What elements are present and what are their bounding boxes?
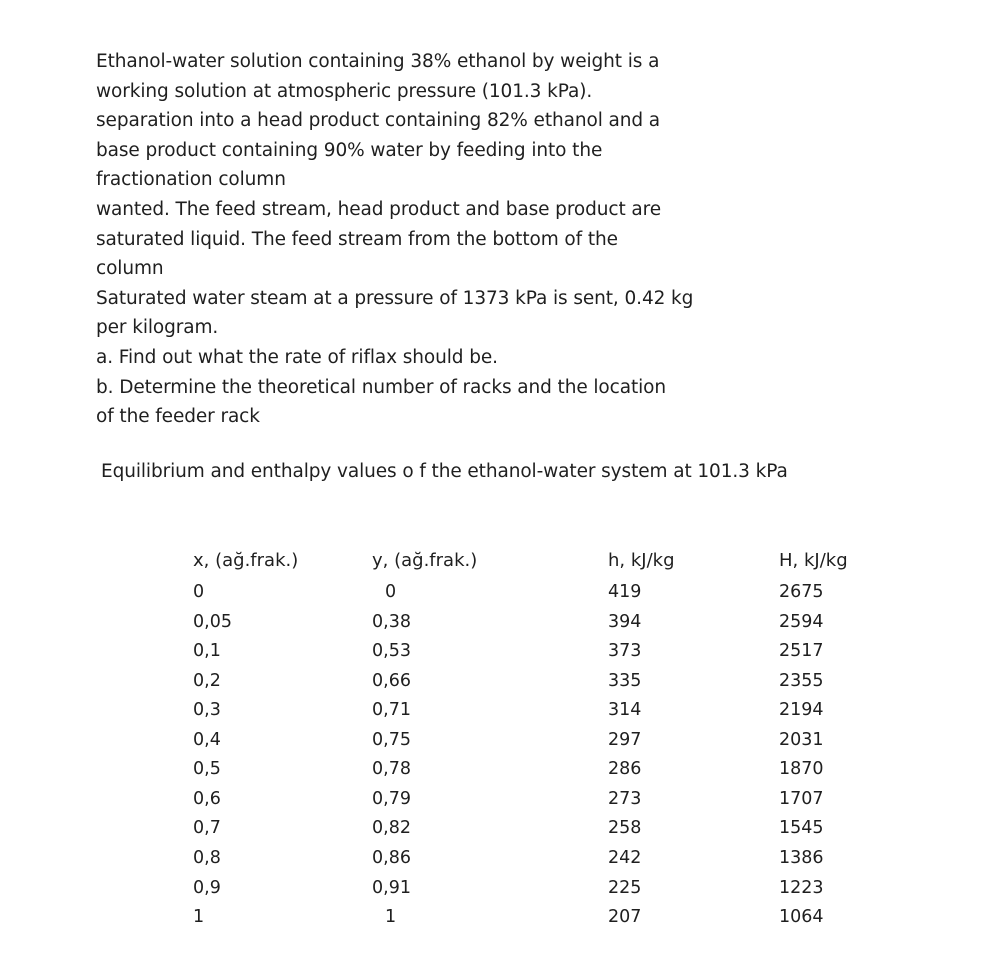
table-cell-H-enthalpy: 1545 [779,818,824,839]
table-cell-y-frac: 0,71 [372,700,411,721]
problem-line: separation into a head product containing 82% ethanol and a [96,110,661,132]
table-cell-x-frac: 0,8 [193,847,221,868]
table-cell-x-frac: 0,7 [193,818,221,839]
table-cell-H-enthalpy: 1707 [779,788,824,809]
problem-line: a. Find out what the rate of riflax should be. [96,346,498,368]
problem-line: Ethanol-water solution containing 38% ethanol by weight is a [96,51,660,72]
problem-line: base product containing 90% water by feeding into the [96,139,603,161]
table-cell-x-frac: 0,2 [193,670,221,691]
table-cell-h-enthalpy: 242 [608,847,642,868]
table-cell-y-frac: 1 [385,907,397,928]
table-cell-H-enthalpy: 2517 [779,641,824,662]
table-cell-x-frac: 0,6 [193,788,221,809]
table-cell-h-enthalpy: 258 [608,818,642,839]
table-cell-x-frac: 0,3 [193,700,221,721]
table-cell-x-frac: 0,05 [193,611,232,632]
problem-line: Saturated water steam at a pressure of 1373 kPa is sent, 0.42 kg [96,287,694,309]
table-cell-x-frac: 0,4 [193,729,221,750]
table-cell-h-enthalpy: 314 [608,700,642,721]
problem-line: fractionation column [96,169,286,191]
table-cell-x-frac: 0,9 [193,877,221,898]
table-cell-h-enthalpy: 286 [608,759,642,780]
table-cell-h-enthalpy: 373 [608,641,642,662]
table-cell-h-enthalpy: 335 [608,670,642,691]
table-cell-x-frac: 0 [193,582,205,602]
table-cell-y-frac: 0,38 [372,611,411,632]
table-cell-y-frac: 0,86 [372,847,411,868]
column-header-y-frac: y, (ağ.frak.) [372,550,478,571]
table-cell-y-frac: 0,75 [372,729,411,750]
table-cell-x-frac: 0,5 [193,759,221,780]
table-cell-H-enthalpy: 1223 [779,877,824,898]
problem-line: column [96,258,164,280]
table-cell-H-enthalpy: 1870 [779,759,824,780]
column-header-x-frac: x, (ağ.frak.) [193,550,299,571]
problem-line: per kilogram. [96,317,219,339]
table-cell-h-enthalpy: 273 [608,788,642,809]
table-cell-H-enthalpy: 2355 [779,670,824,691]
column-header-H-enthalpy: H, kJ/kg [779,550,848,571]
table-cell-y-frac: 0,82 [372,818,411,839]
table-cell-h-enthalpy: 297 [608,729,642,750]
table-cell-y-frac: 0,66 [372,670,411,691]
problem-line: of the feeder rack [96,406,260,428]
table-cell-y-frac: 0,78 [372,759,411,780]
table-cell-h-enthalpy: 394 [608,611,642,632]
table-cell-h-enthalpy: 207 [608,907,642,928]
problem-line: wanted. The feed stream, head product and base product are [96,198,662,220]
table-cell-H-enthalpy: 1386 [779,847,824,868]
table-cell-y-frac: 0 [385,582,397,602]
problem-line: b. Determine the theoretical number of racks and the location [96,376,666,398]
table-cell-x-frac: 1 [193,907,205,928]
table-cell-y-frac: 0,53 [372,641,411,662]
table-cell-H-enthalpy: 2194 [779,700,824,721]
problem-line: saturated liquid. The feed stream from the bottom of the [96,228,618,250]
table-cell-H-enthalpy: 2675 [779,582,824,602]
table-cell-y-frac: 0,91 [372,877,411,898]
table-cell-x-frac: 0,1 [193,641,221,662]
table-cell-H-enthalpy: 1064 [779,907,824,928]
table-caption: Equilibrium and enthalpy values o f the ethanol-water system at 101.3 kPa [101,461,788,482]
problem-line: working solution at atmospheric pressure (101.3 kPa). [96,80,593,102]
table-cell-H-enthalpy: 2594 [779,611,824,632]
column-header-h-enthalpy: h, kJ/kg [608,550,675,571]
table-cell-y-frac: 0,79 [372,788,411,809]
table-cell-h-enthalpy: 419 [608,582,642,602]
table-cell-H-enthalpy: 2031 [779,729,824,750]
table-cell-h-enthalpy: 225 [608,877,642,898]
